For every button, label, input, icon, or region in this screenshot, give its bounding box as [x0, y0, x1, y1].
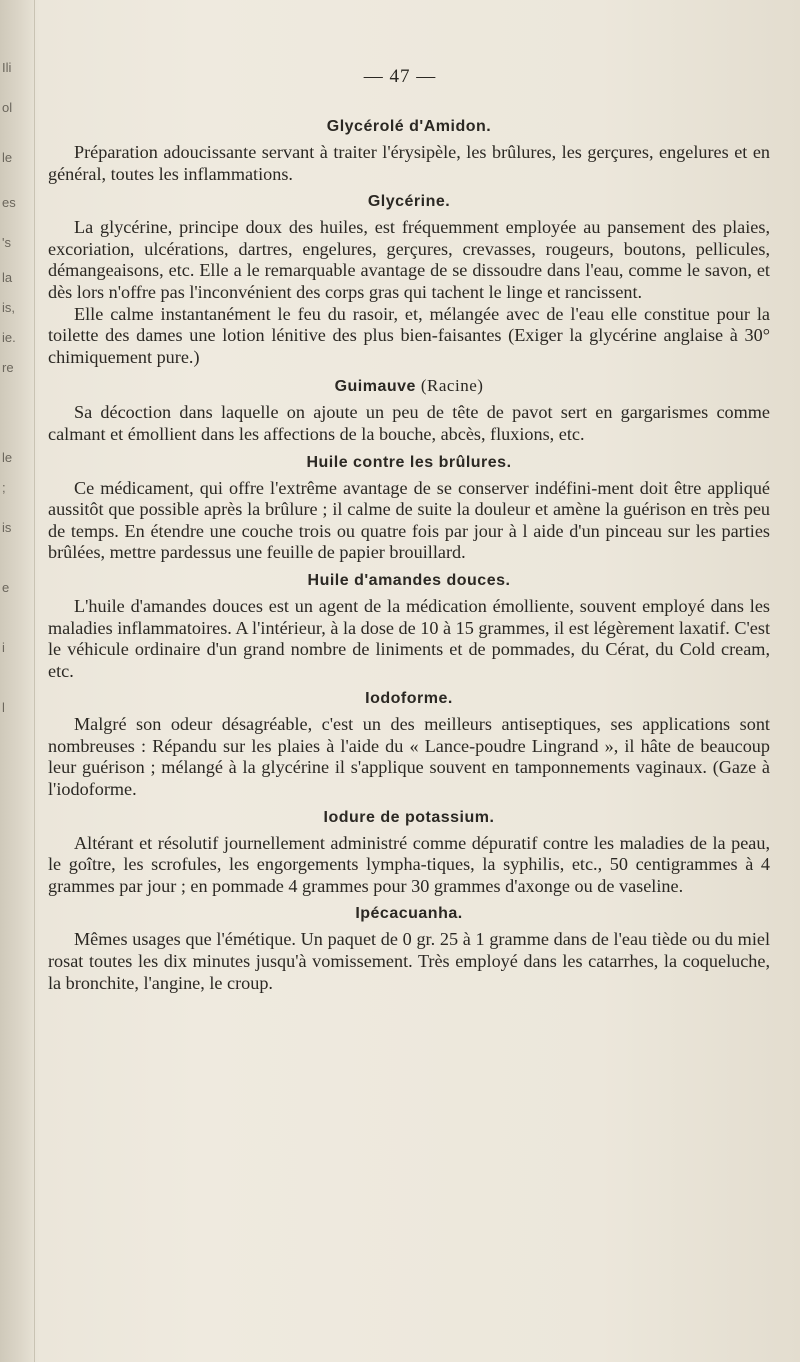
binding-gutter	[0, 0, 35, 1362]
gutter-fragment: i	[2, 640, 5, 655]
section-title: Huile contre les brûlures.	[306, 453, 512, 471]
section	[48, 376, 770, 445]
section	[48, 690, 770, 800]
paragraph: Mêmes usages que l'émétique. Un paquet de 0 gr. 25 à 1 gramme dans de l'eau tiède ou du miel rosat toutes les dix minutes jusqu'à vomissement. Très employé dans les catarrhes, la coqueluche, la bronchite, l'angine, le croup.	[48, 929, 770, 993]
section-heading	[48, 690, 770, 708]
gutter-fragment: le	[2, 450, 13, 465]
gutter-fragment: la	[2, 270, 13, 285]
paragraph: Altérant et résolutif journellement administré comme dépuratif contre les maladies de la peau, le goître, les scrofules, les engorgements lympha-tiques, la syphilis, etc., 50 centigrammes à 4 grammes par jour ; en pommade 4 grammes pour 30 grammes d'axonge ou de vaseline.	[48, 832, 770, 896]
paragraph: Sa décoction dans laquelle on ajoute un peu de tête de pavot sert en gargarismes comme calmant et émollient dans les affections de la bouche, abcès, fluxions, etc.	[48, 402, 770, 444]
section	[48, 454, 770, 564]
gutter-fragment: ie.	[2, 330, 16, 345]
section-title: Ipécacuanha.	[355, 905, 463, 923]
gutter-fragment: le	[2, 150, 13, 165]
page-number: — 47 —	[363, 66, 437, 87]
section-heading	[48, 809, 770, 827]
paragraph: Elle calme instantanément le feu du rasoir, et, mélangée avec de l'eau elle constitue pour la toilette des dames une lotion lénitive des plus bien-faisantes (Exiger la glycérine anglaise à 30° chimiquement pure.)	[48, 303, 770, 367]
page-body	[48, 110, 770, 994]
paragraph: Malgré son odeur désagréable, c'est un des meilleurs antiseptiques, ses applications sont nombreuses : Répandu sur les plaies à l'aide du « Lance-poudre Lingrand », il hâte de beaucoup leur guérison ; mélangé à la glycérine il s'applique souvent en tamponnements vaginaux. (Gaze à l'iodoforme.	[48, 714, 770, 800]
gutter-fragment: 's	[2, 235, 11, 250]
section	[48, 118, 770, 185]
section	[48, 572, 770, 682]
section-title: Iodoforme.	[365, 690, 453, 708]
gutter-fragment: l	[2, 700, 5, 715]
paragraph: La glycérine, principe doux des huiles, est fréquemment employée au pansement des plaies, excoriation, ulcérations, dartres, engelures, gerçures, crevasses, rougeurs, boutons, pellicules, démangeaisons, etc. Elle a le remarquable avantage de se dissoudre dans l'eau, comme le savon, et dès lors n'offre pas l'inconvénient des corps gras qui tachent le linge et rancissent.	[48, 217, 770, 302]
gutter-fragment: es	[2, 195, 16, 210]
section	[48, 809, 770, 898]
section	[48, 193, 770, 368]
section-heading	[48, 193, 770, 211]
section-title: Glycérolé d'Amidon.	[326, 118, 492, 135]
section-heading	[48, 454, 770, 472]
section-title: Huile d'amandes douces.	[307, 571, 511, 589]
paragraph: Ce médicament, qui offre l'extrême avantage de se conserver indéfini-ment doit être appliqué aussitôt que possible après la brûlure ; il calme de suite la douleur et amène la guérison en très peu de temps. En étendre une couche trois ou quatre fois par jour à l aide d'un pinceau sur les parties brûlées, mettre pardessus une feuille de papier brouillard.	[48, 477, 770, 563]
section-heading	[48, 905, 770, 923]
gutter-fragment: re	[2, 360, 14, 375]
section-heading	[48, 572, 770, 590]
gutter-fragment: ;	[2, 480, 6, 495]
section-title: Guimauve	[334, 378, 416, 396]
gutter-fragment: Ili	[2, 60, 12, 75]
gutter-fragment: e	[2, 580, 10, 595]
gutter-fragment: is,	[2, 300, 15, 315]
section-title: Iodure de potassium.	[323, 808, 495, 826]
paragraph: Préparation adoucissante servant à traiter l'érysipèle, les brûlures, les gerçures, engelures et en général, toutes les inflammations.	[48, 142, 770, 184]
section-subtitle: (Racine)	[420, 376, 484, 396]
section	[48, 905, 770, 994]
section-heading	[48, 118, 770, 136]
section-title: Glycérine.	[367, 193, 451, 211]
paragraph: L'huile d'amandes douces est un agent de la médication émolliente, souvent employé dans les maladies inflammatoires. A l'intérieur, à la dose de 10 à 15 grammes, il est légèrement laxatif. C'est le véhicule ordinaire d'un grand nombre de liniments et de pommades, du Cérat, du Cold cream, etc.	[48, 595, 770, 681]
gutter-fragment: is	[2, 520, 12, 535]
gutter-fragment: ol	[2, 100, 13, 115]
section-heading	[48, 376, 770, 396]
